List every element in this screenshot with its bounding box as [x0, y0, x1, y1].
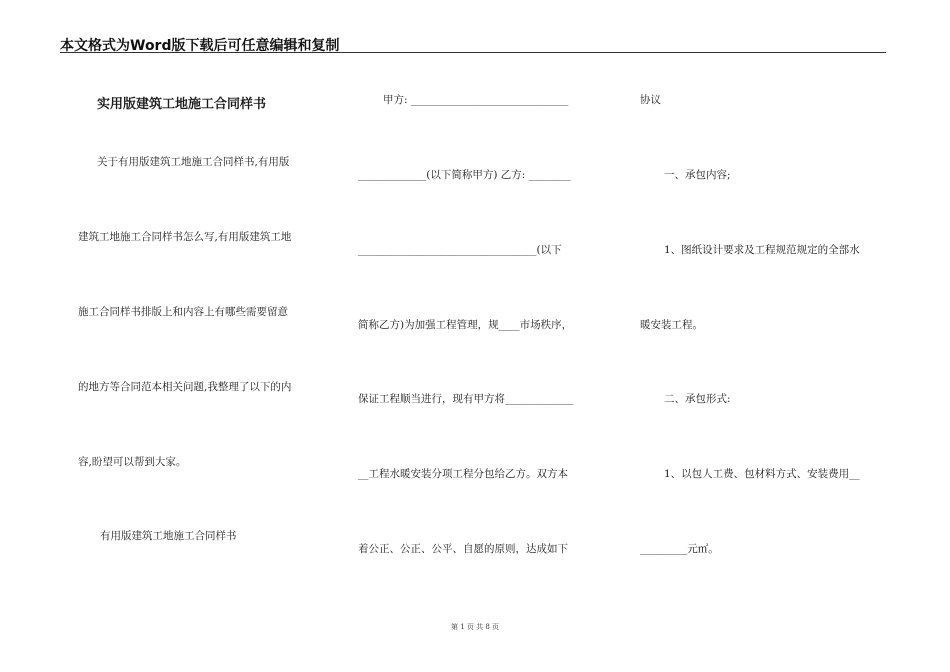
col2-line-1: 甲方: ______________________________ — [383, 94, 569, 106]
col1-line-2: 建筑工地施工合同样书怎么写,有用版建筑工地 — [78, 231, 292, 243]
col3-line-7: _________元㎡。 — [640, 543, 719, 555]
col2-line-3: __________________________________(以下 — [358, 244, 562, 256]
col3-line-4: 暖安装工程。 — [640, 319, 703, 331]
col3-line-3: 1、图纸设计要求及工程规范规定的全部水 — [664, 244, 860, 256]
page-number: 第 1 页 共 8 页 — [450, 623, 500, 631]
col1-line-3: 施工合同样书排版上和内容上有哪些需要留意 — [78, 306, 288, 318]
col3-line-1: 协议 — [640, 94, 661, 106]
col2-line-2: _____________(以下简称甲方) 乙方: ________ — [358, 169, 571, 181]
col1-line-5: 容,盼望可以帮到大家。 — [78, 456, 187, 468]
col1-line-1: 关于有用版建筑工地施工合同样书,有用版 — [97, 156, 290, 168]
col3-line-6: 1、以包人工费、包材料方式、安装费用__ — [664, 468, 860, 480]
col2-line-5: 保证工程顺当进行，现有甲方将_____________ — [358, 393, 574, 405]
header-title: 本文格式为Word版下载后可任意编辑和复制 — [60, 38, 340, 54]
header-divider — [60, 52, 886, 53]
col2-line-7: 着公正、公正、公平、自愿的原则，达成如下 — [358, 543, 568, 555]
col1-line-4: 的地方等合同范本相关问题,我整理了以下的内 — [78, 381, 292, 393]
col1-line-6: 有用版建筑工地施工合同样书 — [100, 530, 237, 542]
col2-line-4: 简称乙方)为加强工程管理，规____市场秩序， — [358, 319, 573, 331]
col2-line-6: __工程水暖安装分项工程分包给乙方。双方本 — [358, 468, 568, 480]
document-title: 实用版建筑工地施工合同样书 — [97, 97, 267, 112]
col3-line-2: 一、承包内容; — [664, 169, 731, 181]
col3-line-5: 二、承包形式: — [664, 393, 731, 405]
